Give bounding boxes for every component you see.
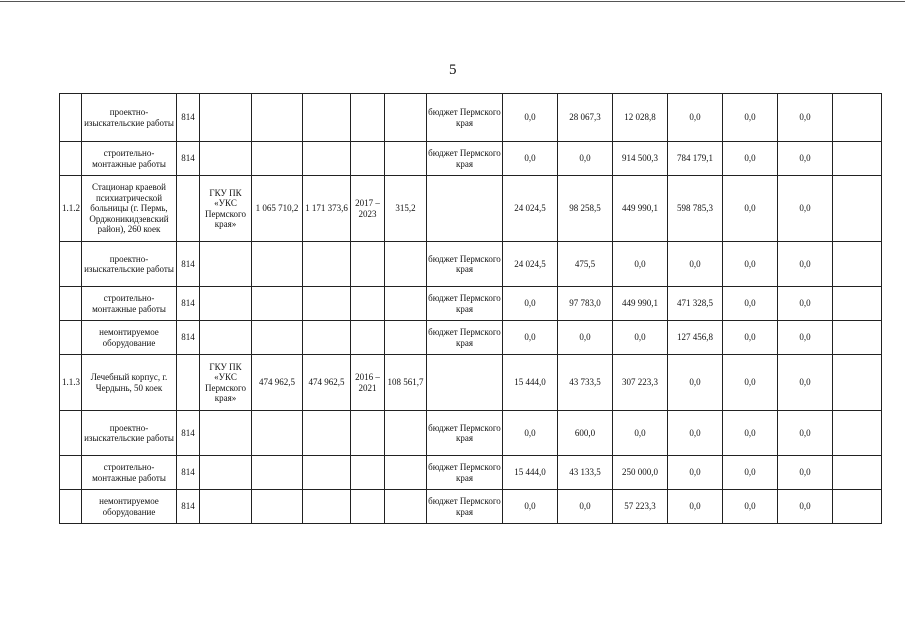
customer bbox=[200, 94, 252, 142]
table-row bbox=[60, 456, 882, 490]
amount-col-1: 0,0 bbox=[503, 142, 558, 176]
glrbs-code: 814 bbox=[177, 490, 200, 524]
funding-source bbox=[427, 176, 503, 242]
customer: ГКУ ПК «УКС Пермского края» bbox=[200, 176, 252, 242]
amount-col-4: 0,0 bbox=[668, 242, 723, 287]
amount-col-7 bbox=[833, 490, 882, 524]
amount-col-2: 43 133,5 bbox=[558, 456, 613, 490]
amount-col-7 bbox=[833, 355, 882, 411]
construction-period bbox=[351, 490, 385, 524]
object-name: Стационар краевой психиатрической больницы (г. Пермь, Орджоникидзевский район), 260 коек bbox=[82, 176, 177, 242]
amount-col-1: 24 024,5 bbox=[503, 176, 558, 242]
amount-col-7 bbox=[833, 176, 882, 242]
table-row bbox=[60, 490, 882, 524]
funding-source: бюджет Пермского края bbox=[427, 456, 503, 490]
glrbs-code: 814 bbox=[177, 94, 200, 142]
construction-period bbox=[351, 456, 385, 490]
amount-col-5: 0,0 bbox=[723, 176, 778, 242]
amount-col-7 bbox=[833, 142, 882, 176]
table-row bbox=[60, 176, 882, 242]
funding-source: бюджет Пермского края bbox=[427, 411, 503, 456]
estimated-cost bbox=[252, 321, 303, 355]
estimated-cost bbox=[252, 456, 303, 490]
object-name: строительно-монтажные работы bbox=[82, 287, 177, 321]
row-code bbox=[60, 142, 82, 176]
funding-source: бюджет Пермского края bbox=[427, 242, 503, 287]
budget-table bbox=[59, 93, 882, 524]
capacity bbox=[385, 456, 427, 490]
current-cost bbox=[303, 287, 351, 321]
amount-col-2: 0,0 bbox=[558, 490, 613, 524]
object-name: немонтируемое оборудование bbox=[82, 490, 177, 524]
amount-col-7 bbox=[833, 411, 882, 456]
row-code: 1.1.3 bbox=[60, 355, 82, 411]
object-name: проектно-изыскательские работы bbox=[82, 242, 177, 287]
object-name: строительно-монтажные работы bbox=[82, 142, 177, 176]
row-code bbox=[60, 242, 82, 287]
estimated-cost bbox=[252, 242, 303, 287]
amount-col-4: 784 179,1 bbox=[668, 142, 723, 176]
customer: ГКУ ПК «УКС Пермского края» bbox=[200, 355, 252, 411]
construction-period bbox=[351, 242, 385, 287]
row-code bbox=[60, 94, 82, 142]
construction-period bbox=[351, 142, 385, 176]
amount-col-6: 0,0 bbox=[778, 456, 833, 490]
glrbs-code bbox=[177, 355, 200, 411]
table-row bbox=[60, 94, 882, 142]
amount-col-5: 0,0 bbox=[723, 456, 778, 490]
glrbs-code: 814 bbox=[177, 456, 200, 490]
customer bbox=[200, 490, 252, 524]
top-border-line bbox=[0, 1, 905, 2]
amount-col-7 bbox=[833, 287, 882, 321]
amount-col-1: 0,0 bbox=[503, 490, 558, 524]
amount-col-6: 0,0 bbox=[778, 142, 833, 176]
customer bbox=[200, 456, 252, 490]
amount-col-7 bbox=[833, 242, 882, 287]
capacity bbox=[385, 287, 427, 321]
amount-col-4: 0,0 bbox=[668, 94, 723, 142]
amount-col-4: 598 785,3 bbox=[668, 176, 723, 242]
amount-col-6: 0,0 bbox=[778, 490, 833, 524]
construction-period: 2017 – 2023 bbox=[351, 176, 385, 242]
table-row bbox=[60, 411, 882, 456]
amount-col-5: 0,0 bbox=[723, 287, 778, 321]
amount-col-2: 600,0 bbox=[558, 411, 613, 456]
funding-source: бюджет Пермского края bbox=[427, 142, 503, 176]
glrbs-code bbox=[177, 176, 200, 242]
funding-source: бюджет Пермского края bbox=[427, 490, 503, 524]
glrbs-code: 814 bbox=[177, 242, 200, 287]
amount-col-4: 127 456,8 bbox=[668, 321, 723, 355]
object-name: Лечебный корпус, г. Чердынь, 50 коек bbox=[82, 355, 177, 411]
glrbs-code: 814 bbox=[177, 142, 200, 176]
page-number: 5 bbox=[449, 62, 457, 78]
estimated-cost bbox=[252, 490, 303, 524]
estimated-cost bbox=[252, 411, 303, 456]
amount-col-3: 449 990,1 bbox=[613, 176, 668, 242]
object-name: немонтируемое оборудование bbox=[82, 321, 177, 355]
amount-col-5: 0,0 bbox=[723, 321, 778, 355]
object-name: проектно-изыскательские работы bbox=[82, 94, 177, 142]
glrbs-code: 814 bbox=[177, 411, 200, 456]
capacity bbox=[385, 142, 427, 176]
table-row bbox=[60, 287, 882, 321]
amount-col-4: 0,0 bbox=[668, 456, 723, 490]
glrbs-code: 814 bbox=[177, 287, 200, 321]
amount-col-3: 12 028,8 bbox=[613, 94, 668, 142]
amount-col-3: 250 000,0 bbox=[613, 456, 668, 490]
capacity: 108 561,7 bbox=[385, 355, 427, 411]
current-cost bbox=[303, 411, 351, 456]
capacity bbox=[385, 490, 427, 524]
construction-period bbox=[351, 411, 385, 456]
row-code: 1.1.2 bbox=[60, 176, 82, 242]
table-row bbox=[60, 321, 882, 355]
customer bbox=[200, 321, 252, 355]
amount-col-3: 0,0 bbox=[613, 242, 668, 287]
estimated-cost bbox=[252, 287, 303, 321]
current-cost bbox=[303, 456, 351, 490]
customer bbox=[200, 242, 252, 287]
current-cost bbox=[303, 94, 351, 142]
customer bbox=[200, 411, 252, 456]
customer bbox=[200, 142, 252, 176]
current-cost bbox=[303, 321, 351, 355]
glrbs-code: 814 bbox=[177, 321, 200, 355]
amount-col-7 bbox=[833, 321, 882, 355]
amount-col-1: 24 024,5 bbox=[503, 242, 558, 287]
capacity: 315,2 bbox=[385, 176, 427, 242]
estimated-cost bbox=[252, 142, 303, 176]
amount-col-2: 475,5 bbox=[558, 242, 613, 287]
amount-col-6: 0,0 bbox=[778, 176, 833, 242]
construction-period: 2016 – 2021 bbox=[351, 355, 385, 411]
table-row bbox=[60, 242, 882, 287]
amount-col-3: 914 500,3 bbox=[613, 142, 668, 176]
amount-col-1: 0,0 bbox=[503, 321, 558, 355]
amount-col-7 bbox=[833, 94, 882, 142]
estimated-cost: 474 962,5 bbox=[252, 355, 303, 411]
table-row bbox=[60, 142, 882, 176]
row-code bbox=[60, 490, 82, 524]
amount-col-4: 0,0 bbox=[668, 355, 723, 411]
amount-col-3: 57 223,3 bbox=[613, 490, 668, 524]
row-code bbox=[60, 287, 82, 321]
amount-col-5: 0,0 bbox=[723, 242, 778, 287]
object-name: проектно-изыскательские работы bbox=[82, 411, 177, 456]
amount-col-6: 0,0 bbox=[778, 321, 833, 355]
amount-col-3: 307 223,3 bbox=[613, 355, 668, 411]
amount-col-6: 0,0 bbox=[778, 287, 833, 321]
object-name: строительно-монтажные работы bbox=[82, 456, 177, 490]
amount-col-7 bbox=[833, 456, 882, 490]
amount-col-2: 0,0 bbox=[558, 142, 613, 176]
amount-col-6: 0,0 bbox=[778, 355, 833, 411]
capacity bbox=[385, 321, 427, 355]
funding-source bbox=[427, 355, 503, 411]
capacity bbox=[385, 94, 427, 142]
amount-col-4: 0,0 bbox=[668, 490, 723, 524]
amount-col-1: 0,0 bbox=[503, 94, 558, 142]
row-code bbox=[60, 411, 82, 456]
current-cost bbox=[303, 490, 351, 524]
amount-col-1: 15 444,0 bbox=[503, 456, 558, 490]
amount-col-2: 0,0 bbox=[558, 321, 613, 355]
amount-col-5: 0,0 bbox=[723, 490, 778, 524]
current-cost bbox=[303, 242, 351, 287]
amount-col-1: 0,0 bbox=[503, 287, 558, 321]
amount-col-5: 0,0 bbox=[723, 355, 778, 411]
amount-col-2: 97 783,0 bbox=[558, 287, 613, 321]
amount-col-5: 0,0 bbox=[723, 94, 778, 142]
construction-period bbox=[351, 94, 385, 142]
construction-period bbox=[351, 321, 385, 355]
amount-col-3: 449 990,1 bbox=[613, 287, 668, 321]
row-code bbox=[60, 321, 82, 355]
amount-col-3: 0,0 bbox=[613, 321, 668, 355]
current-cost: 474 962,5 bbox=[303, 355, 351, 411]
amount-col-2: 98 258,5 bbox=[558, 176, 613, 242]
amount-col-2: 43 733,5 bbox=[558, 355, 613, 411]
customer bbox=[200, 287, 252, 321]
estimated-cost: 1 065 710,2 bbox=[252, 176, 303, 242]
amount-col-4: 0,0 bbox=[668, 411, 723, 456]
amount-col-2: 28 067,3 bbox=[558, 94, 613, 142]
amount-col-5: 0,0 bbox=[723, 411, 778, 456]
construction-period bbox=[351, 287, 385, 321]
amount-col-6: 0,0 bbox=[778, 94, 833, 142]
amount-col-1: 15 444,0 bbox=[503, 355, 558, 411]
table-row bbox=[60, 355, 882, 411]
amount-col-6: 0,0 bbox=[778, 242, 833, 287]
funding-source: бюджет Пермского края bbox=[427, 321, 503, 355]
amount-col-5: 0,0 bbox=[723, 142, 778, 176]
capacity bbox=[385, 242, 427, 287]
current-cost: 1 171 373,6 bbox=[303, 176, 351, 242]
current-cost bbox=[303, 142, 351, 176]
funding-source: бюджет Пермского края bbox=[427, 94, 503, 142]
estimated-cost bbox=[252, 94, 303, 142]
capacity bbox=[385, 411, 427, 456]
amount-col-1: 0,0 bbox=[503, 411, 558, 456]
row-code bbox=[60, 456, 82, 490]
amount-col-4: 471 328,5 bbox=[668, 287, 723, 321]
amount-col-3: 0,0 bbox=[613, 411, 668, 456]
amount-col-6: 0,0 bbox=[778, 411, 833, 456]
funding-source: бюджет Пермского края bbox=[427, 287, 503, 321]
